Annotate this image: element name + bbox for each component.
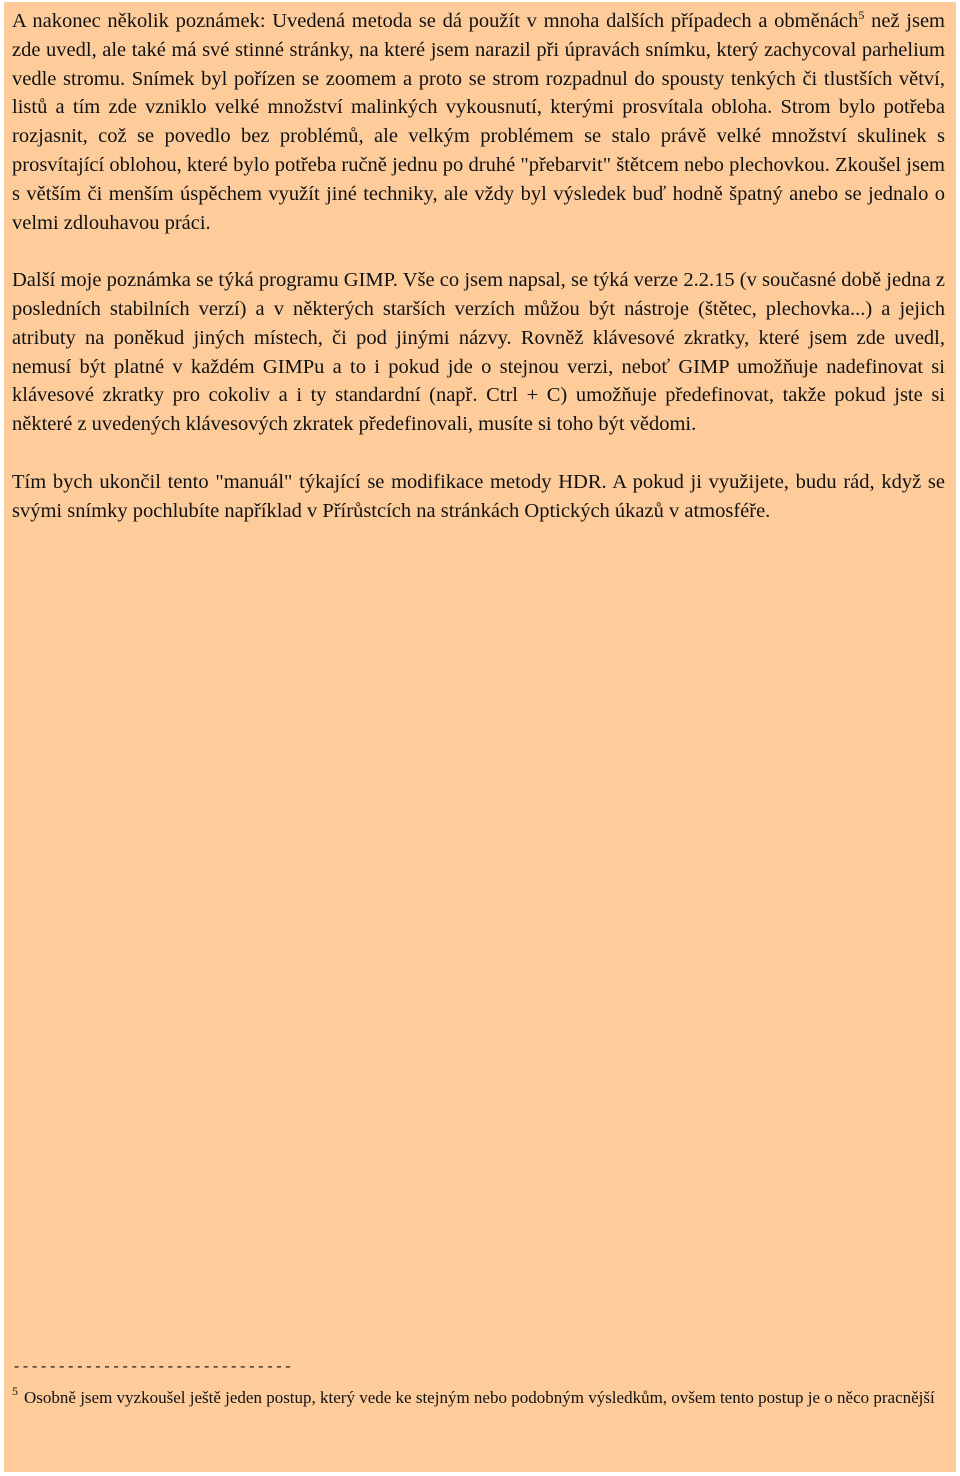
footnote-text: Osobně jsem vyzkoušel ještě jeden postup, který vede ke stejným nebo podobným výsledkům, ovšem tento postup je o něco pracnější <box>24 1388 935 1407</box>
footnote-separator: ------------------------------- <box>12 1359 293 1376</box>
footnote-item <box>12 1386 945 1410</box>
paragraph-closing: Tím bych ukončil tento "manuál" týkající se modifikace metody HDR. A pokud ji využijete, budu rád, když se svými snímky pochlubíte například v Přírůstcích na stránkách Optických úkazů v atmosféře. <box>12 470 945 522</box>
document-page <box>4 2 956 1472</box>
paragraph-text: než jsem zde uvedl, ale také má své stinné stránky, na které jsem narazil při úpravách snímku, který zachycoval parhelium vedle stromu. Snímek byl pořízen se zoomem a proto se strom rozpadnul do spousty tenkých či tlustších větví, listů a tím zde vzniklo velké množství malinkých vykousnutí, kterými prosvítala obloha. Strom bylo potřeba rozjasnit, což se povedlo bez problémů, ale velkým problémem se stalo právě velké množství skulinek s prosvítající oblohou, které bylo potřeba ručně jednu po druhé "přebarvit" štětcem nebo plechovkou. Zkoušel jsem s větším či menším úspěchem využít jiné techniky, ale vždy byl výsledek buď hodně špatný anebo se jednalo o velmi zdlouhavou práci. <box>12 10 945 234</box>
footnote-reference: 5 <box>858 8 865 22</box>
paragraph-notes-intro <box>12 7 945 237</box>
footnote-number: 5 <box>12 1384 18 1398</box>
paragraph-gimp-note: Další moje poznámka se týká programu GIMP. Vše co jsem napsal, se týká verze 2.2.15 (v současné době jedna z posledních stabilních verzí) a v některých starších verzích můžou být nástroje (štětec, plechovka...) a jejich atributy na poněkud jiných místech, či pod jinými názvy. Rovněž klávesové zkratky, které jsem zde uvedl, nemusí být platné v každém GIMPu a to i pokud jde o stejnou verzi, neboť GIMP umožňuje nadefinovat si klávesové zkratky pro cokoliv a i ty standardní (např. Ctrl + C) umožňuje předefinovat, takže pokud jste si některé z uvedených klávesových zkratek předefinovali, musíte si toho být vědomi. <box>12 269 945 436</box>
footnotes-section <box>12 1358 945 1410</box>
paragraph-text: A nakonec několik poznámek: Uvedená metoda se dá použít v mnoha dalších případech a obměnách <box>12 10 859 32</box>
